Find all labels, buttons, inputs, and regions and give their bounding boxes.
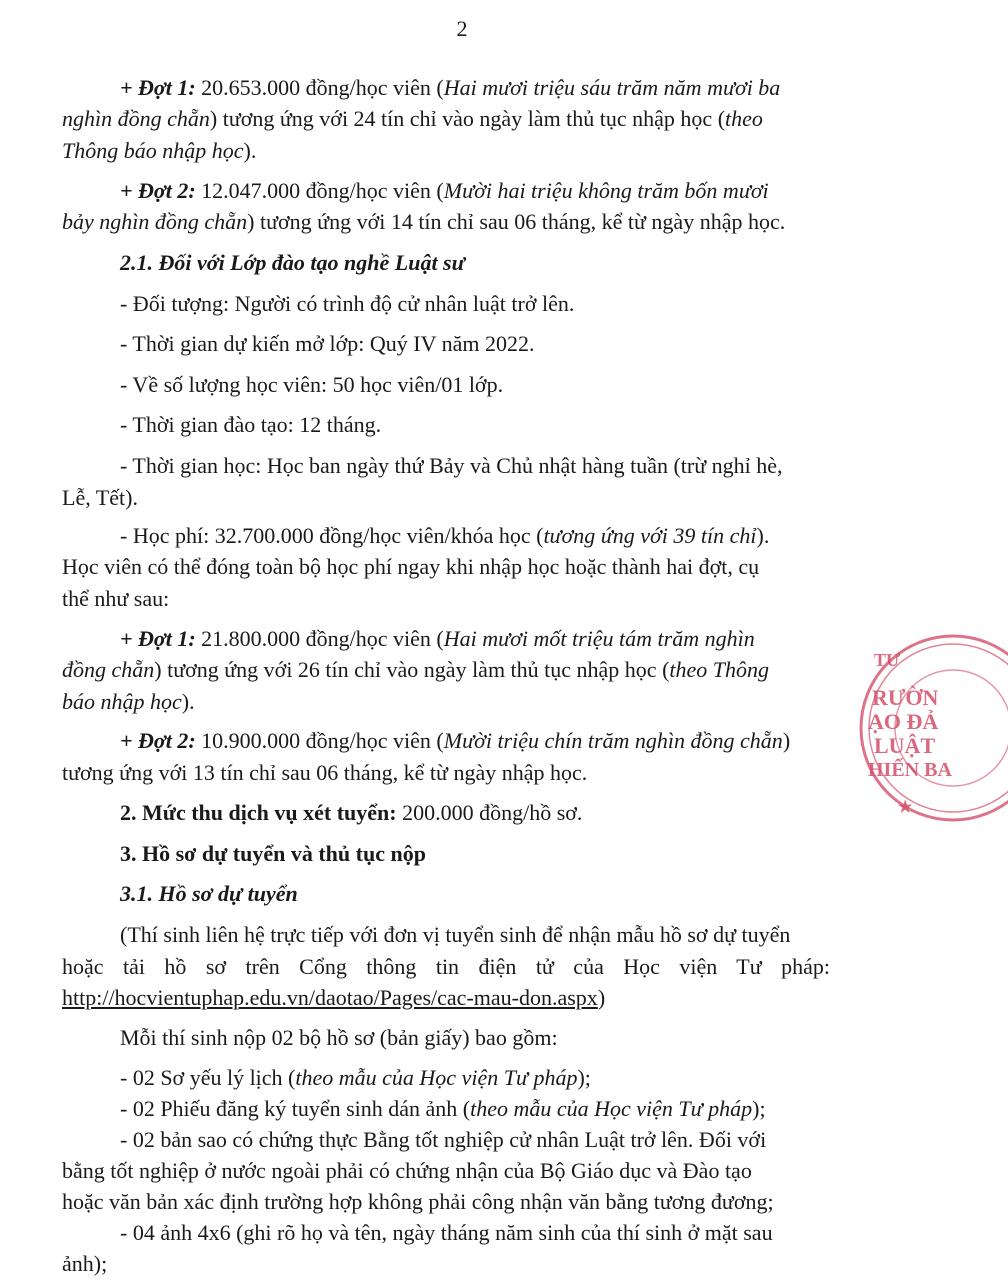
- fee-line1: - Học phí: 32.700.000 đồng/học viên/khóa học (tương ứng với 39 tín chỉ).: [120, 523, 770, 548]
- fee-line2: Học viên có thể đóng toàn bộ học phí ngay khi nhập học hoặc thành hai đợt, cụ: [62, 554, 760, 579]
- p1-amount: 20.653.000 đồng/học viên (: [195, 75, 444, 100]
- note-line1: (Thí sinh liên hệ trực tiếp với đơn vị tuyển sinh để nhận mẫu hồ sơ dự tuyển: [120, 922, 791, 947]
- list-item-thoi-gian-hoc-cont: Lễ, Tết).: [62, 485, 138, 510]
- doc-item-anh: - 04 ảnh 4x6 (ghi rõ họ và tên, ngày tháng năm sinh của thí sinh ở mặt sau: [120, 1220, 773, 1245]
- seal-text-5: HIẾN BA: [868, 759, 952, 781]
- seal-text-3: ẠO ĐẢ: [868, 709, 939, 734]
- page-number: 2: [456, 16, 468, 41]
- list-item-thoi-gian-dao-tao: - Thời gian đào tạo: 12 tháng.: [120, 412, 382, 437]
- seal-star-icon: ★: [898, 799, 913, 816]
- list-item-so-luong: - Về số lượng học viên: 50 học viên/01 lớp.: [120, 372, 504, 397]
- p1-line1: [120, 74, 780, 102]
- p1-amount-words: Hai mươi triệu sáu trăm năm mươi ba: [443, 75, 781, 100]
- note-line3: http://hocvientuphap.edu.vn/daotao/Pages/cac-mau-don.aspx): [62, 985, 606, 1010]
- doc-item-anh-line2: ảnh);: [62, 1251, 108, 1276]
- seal-ring-icon: [858, 628, 1008, 828]
- seal-text-2: RƯỜN: [872, 685, 939, 710]
- p4-line1: + Đợt 2: 10.900.000 đồng/học viên (Mười triệu chín trăm nghìn đồng chẵn): [120, 728, 791, 753]
- section-3-1-heading: 3.1. Hồ sơ dự tuyển: [120, 881, 298, 906]
- doc-item-phieu-dang-ky: - 02 Phiếu đăng ký tuyển sinh dán ảnh (theo mẫu của Học viện Tư pháp);: [120, 1096, 766, 1121]
- each-candidate-text: Mỗi thí sinh nộp 02 bộ hồ sơ (bản giấy) bao gồm:: [120, 1025, 558, 1050]
- p4-line2: tương ứng với 13 tín chỉ sau 06 tháng, kể từ ngày nhập học.: [62, 760, 588, 785]
- seal-text-1: TƯ: [874, 650, 901, 670]
- section-2-1-heading: 2.1. Đối với Lớp đào tạo nghề Luật sư: [120, 250, 465, 275]
- p1-line2: nghìn đồng chẵn) tương ứng với 24 tín chỉ vào ngày làm thủ tục nhập học (theo: [62, 106, 763, 131]
- doc-item-bang-tot-nghiep: - 02 bản sao có chứng thực Bằng tốt nghiệp cử nhân Luật trở lên. Đối với: [120, 1127, 767, 1152]
- p3-line2: đồng chẵn) tương ứng với 26 tín chỉ vào ngày làm thủ tục nhập học (theo Thông: [62, 657, 770, 682]
- doc-item-so-yeu-ly-lich: - 02 Sơ yếu lý lịch (theo mẫu của Học viện Tư pháp);: [120, 1065, 591, 1090]
- list-item-thoi-gian-mo-lop: - Thời gian dự kiến mở lớp: Quý IV năm 2022.: [120, 331, 535, 356]
- forms-link[interactable]: http://hocvientuphap.edu.vn/daotao/Pages/cac-mau-don.aspx: [62, 985, 598, 1010]
- p2-line1: + Đợt 2: 12.047.000 đồng/học viên (Mười hai triệu không trăm bốn mươi: [120, 178, 769, 203]
- p3-line1: + Đợt 1: 21.800.000 đồng/học viên (Hai mươi mốt triệu tám trăm nghìn: [120, 626, 755, 651]
- p3-line3: báo nhập học).: [62, 689, 195, 714]
- doc-item-bang-tot-nghiep-line2: bằng tốt nghiệp ở nước ngoài phải có chứng nhận của Bộ Giáo dục và Đào tạo: [62, 1158, 752, 1183]
- section-3-heading: 3. Hồ sơ dự tuyển và thủ tục nộp: [120, 841, 426, 866]
- p2-label: + Đợt 2:: [120, 178, 196, 203]
- seal-text-4: LUẬT: [874, 733, 936, 758]
- list-item-doi-tuong: - Đối tượng: Người có trình độ cử nhân luật trở lên.: [120, 291, 575, 316]
- section-2-heading: 2. Mức thu dịch vụ xét tuyển: 200.000 đồng/hồ sơ.: [120, 800, 583, 825]
- official-seal: [858, 628, 988, 828]
- p1-line3: Thông báo nhập học).: [62, 138, 257, 163]
- p1-label: + Đợt 1:: [120, 75, 196, 100]
- list-item-thoi-gian-hoc: - Thời gian học: Học ban ngày thứ Bảy và Chủ nhật hàng tuần (trừ nghỉ hè,: [120, 453, 783, 478]
- note-line2: hoặc tải hồ sơ trên Cổng thông tin điện tử của Học viện Tư pháp:: [62, 954, 830, 979]
- fee-line3: thể như sau:: [62, 586, 170, 611]
- doc-item-bang-tot-nghiep-line3: hoặc văn bản xác định trường hợp không phải công nhận văn bằng tương đương;: [62, 1189, 774, 1214]
- p2-line2: bảy nghìn đồng chẵn) tương ứng với 14 tín chỉ sau 06 tháng, kể từ ngày nhập học.: [62, 209, 786, 234]
